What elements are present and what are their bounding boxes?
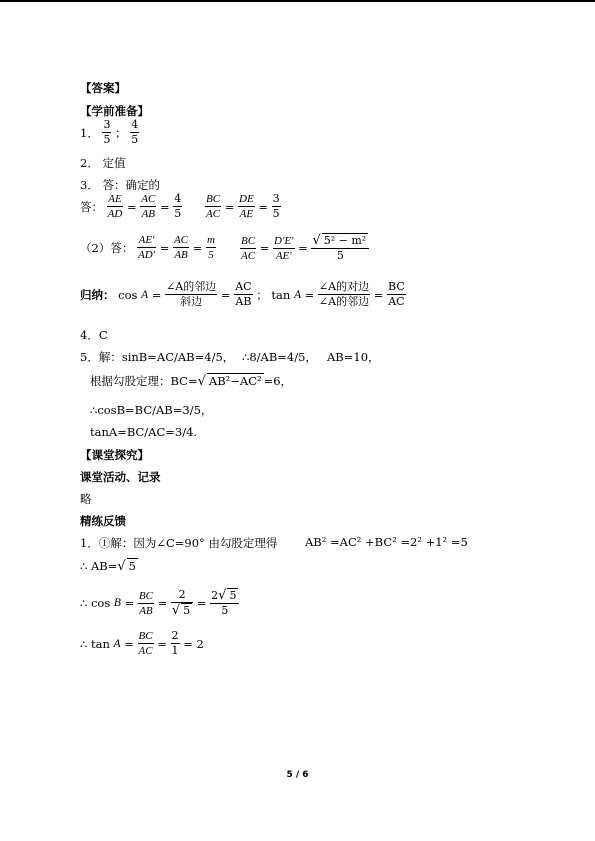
practice-var-a: A — [113, 637, 121, 650]
summary-cos-ratio: $\frac{AC}{AB}$ — [235, 280, 252, 308]
q3-sub-row: （2）答： $\frac{AE'}{AD'}$ = $\frac{AC}{AB}$ = $\frac{m}{5}$ — [80, 234, 215, 261]
q3-r1-frac1: $\frac{AE}{AD}$ — [107, 193, 123, 220]
activity-text: 略 — [80, 492, 92, 506]
q3-r4-frac2: $\frac{D'E'}{AE'}$ — [274, 234, 294, 262]
q2: 2． 定值 — [80, 156, 126, 170]
q5-line1c: AB=10， — [327, 350, 380, 364]
practice-cos: cos — [90, 596, 111, 610]
practice-ab-row: ∴ AB=√ 5 — [80, 559, 136, 574]
practice-cos-frac3: $\frac{2√ 5}{5}$ — [210, 588, 239, 618]
q3-r3-frac2: $\frac{AC}{AB}$ — [174, 234, 189, 261]
q3-sub-label: （2）答： — [80, 240, 134, 255]
practice-tan-row: ∴ tan A = $\frac{BC}{AC}$ = $\frac{2}{1}$ = 2 — [80, 629, 204, 657]
q1-fraction-1: $\frac{3}{5}$ — [103, 118, 111, 146]
q3-r4-frac1: $\frac{BC}{AC}$ — [241, 234, 256, 262]
q3-r2-frac2: $\frac{DE}{AE}$ — [239, 193, 254, 220]
practice-tan-frac1: $\frac{BC}{AC}$ — [138, 630, 153, 657]
heading-explore: 【课堂探究】 — [80, 448, 149, 462]
summary-separator: ； — [256, 287, 268, 302]
summary-var-2: A — [293, 288, 301, 301]
practice-tan-frac2: $\frac{2}{1}$ — [171, 629, 179, 657]
heading-prep: 【学前准备】 — [80, 104, 149, 118]
q3-r2-frac3: $\frac{3}{5}$ — [272, 192, 280, 220]
practice-therefore-2: ∴ — [80, 636, 88, 651]
q3-answer-label: 答： — [80, 199, 103, 214]
page-number: 5 / 6 — [286, 770, 309, 780]
q3-sub-row-2: $\frac{BC}{AC}$ = $\frac{D'E'}{AE'}$ = $\frac{\text{√ 5² − m²}}{5}$ — [240, 233, 369, 263]
practice-tan-result: 2 — [196, 636, 204, 651]
practice-var-b: B — [113, 597, 121, 609]
q5-line2-text: 根据勾股定理：BC= — [90, 374, 198, 388]
q5-line2-radicand: AB²−AC² — [208, 374, 262, 388]
q5-line2-result: =6， — [263, 374, 293, 388]
q3-text: 3． 答：确定的 — [80, 178, 160, 192]
practice-tan: tan — [90, 636, 110, 651]
q3-answer-row: 答： $\frac{AE}{AD}$ = $\frac{AC}{AB}$ = $\frac{4}{5}$ — [80, 192, 182, 220]
practice-cos-row: ∴ cos B = $\frac{BC}{AB}$ = $\frac{2}{√ 5}$ = $\frac{2√ 5}{5}$ — [80, 588, 239, 618]
practice-ab-label: ∴ AB= — [80, 559, 118, 573]
q3-answer-row-2: $\frac{BC}{AC}$ = $\frac{DE}{AE}$ = $\frac{3}{5}$ — [206, 192, 280, 220]
summary-label: 归纳： — [80, 287, 115, 302]
top-rule — [0, 0, 595, 2]
q3-r4-frac3: $\frac{\text{√ 5² − m²}}{5}$ — [311, 233, 369, 263]
practice-ab-radicand: 5 — [128, 559, 136, 573]
q1 — [80, 118, 139, 147]
q5-line2: 根据勾股定理：BC=√ AB²−AC² =6， — [90, 374, 293, 389]
practice-cos-frac2: $\frac{2}{√ 5}$ — [171, 588, 193, 618]
summary-tan: tan — [271, 287, 291, 302]
q5-line3: ∴cosB=BC/AB=3/5， — [90, 403, 213, 417]
summary-cos: cos — [118, 287, 138, 302]
q3-r1-frac3: $\frac{4}{5}$ — [174, 192, 182, 220]
summary-tan-ratio: $\frac{BC}{AC}$ — [388, 280, 405, 308]
practice-therefore-1: ∴ — [80, 596, 88, 610]
q1-separator: ； — [115, 125, 127, 140]
heading-practice: 精练反馈 — [80, 514, 126, 528]
summary-tan-frac: $\frac{\text{∠A的对边}}{\text{∠A的邻边}}$ — [318, 280, 370, 308]
summary-cos-frac: $\frac{\text{∠A的邻边}}{\text{斜边}}$ — [166, 280, 217, 308]
q5-line4: tanA=BC/AC=3/4. — [90, 425, 198, 439]
practice-cos-frac1: $\frac{BC}{AB}$ — [138, 589, 153, 617]
q5-line1b: ∴8/AB=4/5， — [242, 350, 317, 364]
q3-r1-frac2: $\frac{AC}{AB}$ — [141, 193, 156, 220]
q3-r3-frac1: $\frac{AE'}{AD'}$ — [137, 234, 156, 261]
q3-r3-frac3: $\frac{m}{5}$ — [207, 234, 215, 261]
practice-line1b: AB² =AC² +BC² =2² +1² =5 — [305, 535, 468, 549]
q3-r2-frac1: $\frac{BC}{AC}$ — [206, 193, 221, 220]
q4: 4．C — [80, 328, 108, 342]
q1-fraction-2: $\frac{4}{5}$ — [131, 118, 139, 146]
summary-row: 归纳： cos A = $\frac{\text{∠A的邻边}}{\text{斜边}}$ = $\frac{AC}{AB}$ ； tan A = $\frac{\text{∠A的对边}}{\text{∠A的邻边}}$ = $\frac{BC}{AC}$ — [80, 280, 405, 308]
heading-activity: 课堂活动、记录 — [80, 470, 161, 484]
q1-number: 1． — [80, 125, 99, 140]
summary-var-1: A — [141, 288, 149, 301]
heading-answer: 【答案】 — [80, 81, 126, 95]
q5-line1a: 5．解：sinB=AC/AB=4/5， — [80, 350, 235, 364]
practice-line1a: 1．①解：因为∠C=90° 由勾股定理得 — [80, 536, 278, 550]
